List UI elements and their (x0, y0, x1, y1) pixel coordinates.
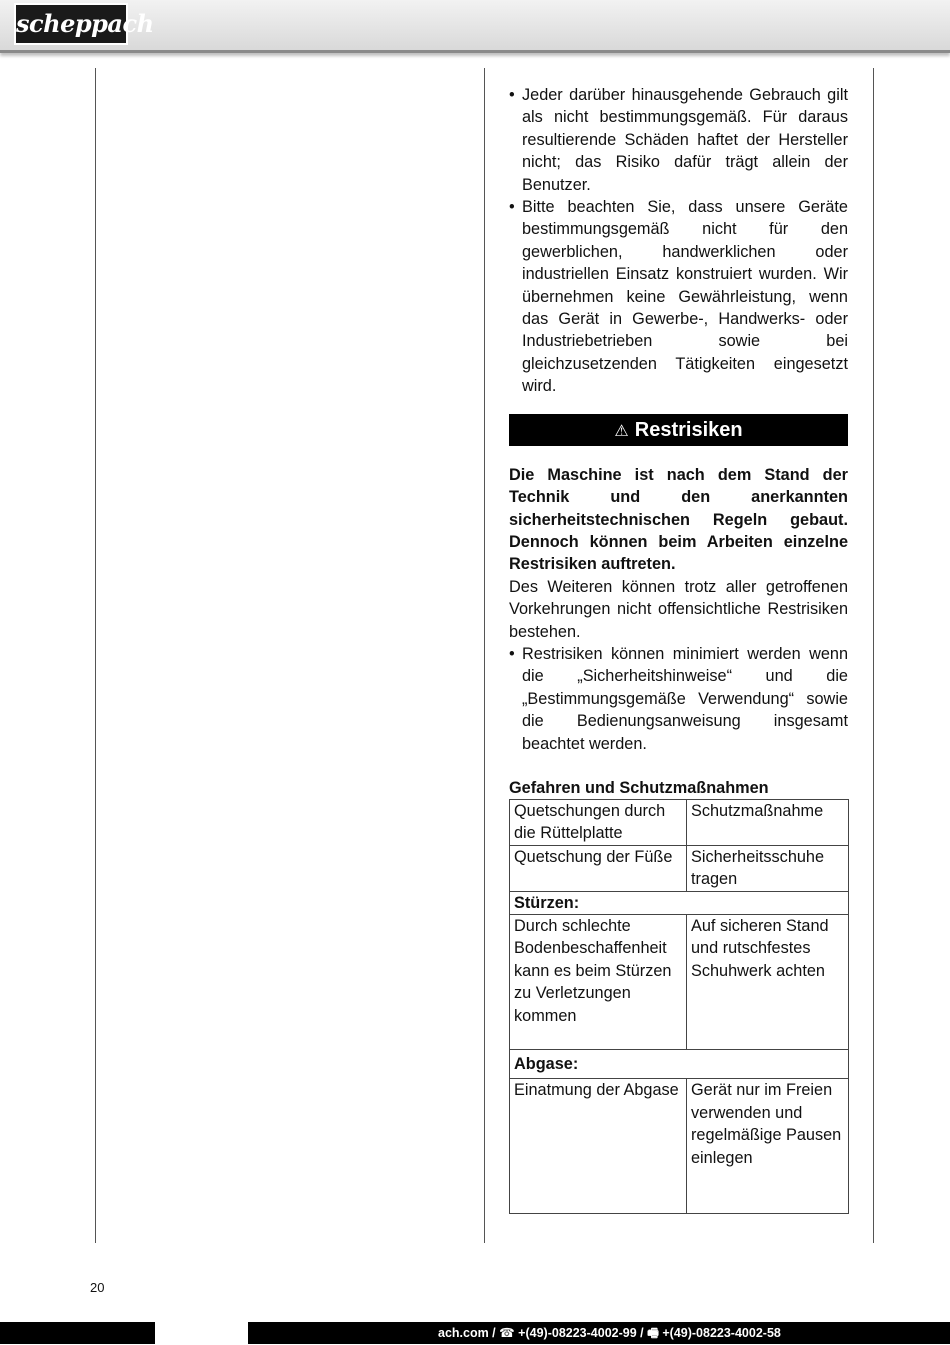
restrisiken-bullet: • Restrisiken können minimiert werden wenn die „Sicherheitshinweise“ und die „Bestimmungsgemäße Verwendung“ sowie die Bedienungsanweisung insgesamt beachtet werden. (509, 643, 848, 755)
table-cell: Quetschung der Füße (510, 845, 687, 891)
table-cell: Auf sicheren Stand und rutschfestes Schuhwerk achten (687, 915, 849, 1050)
category-cell-abgase: Abgase: (510, 1050, 849, 1079)
page-footer (0, 1322, 950, 1344)
page-number: 20 (90, 1280, 105, 1295)
scheppach-logo: scheppach (14, 3, 128, 45)
table-cell: Sicherheitsschuhe tragen (687, 845, 849, 891)
table-cell: Einatmung der Abgase (510, 1079, 687, 1214)
restrisiken-heading (509, 414, 848, 446)
warning-triangle-icon: ⚠ (614, 422, 629, 440)
table-row (510, 1050, 849, 1079)
table-row (510, 915, 849, 1050)
column-rule-left (95, 68, 96, 1243)
restrisiken-title: Restrisiken (634, 418, 743, 441)
table-row (510, 1079, 849, 1214)
restrisiken-bold-text: Die Maschine ist nach dem Stand der Technik und den anerkannten sicherheitstechnischen Regeln gebaut. Dennoch können beim Arbeiten einzelne Restrisiken auftreten. (509, 465, 848, 574)
restrisiken-text: Des Weiteren können trotz aller getroffenen Vorkehrungen nicht offensichtliche Restrisiken bestehen. (509, 577, 848, 641)
column-rule-right (873, 68, 874, 1243)
hazards-title: Gefahren und Schutzmaßnahmen (509, 778, 769, 797)
table-cell: Gerät nur im Freien verwenden und regelmäßige Pausen einlegen (687, 1079, 849, 1214)
table-cell: Durch schlechte Bodenbeschaffenheit kann es beim Stürzen zu Verletzungen kommen (510, 915, 687, 1050)
page-header (0, 0, 950, 53)
table-row (510, 799, 849, 845)
footer-gap (155, 1322, 248, 1344)
footer-contact: ach.com / ☎ +(49)-08223-4002-99 / 🖷 +(49)-08223-4002-58 (438, 1326, 781, 1340)
table-row (510, 845, 849, 891)
table-cell: Schutzmaßnahme (687, 799, 849, 845)
hazards-table (509, 799, 849, 1214)
column-rule-middle (484, 68, 485, 1243)
category-cell-stuerzen: Stürzen: (510, 891, 849, 914)
table-row (510, 891, 849, 914)
table-cell: Quetschungen durch die Rüttelplatte (510, 799, 687, 845)
right-column (509, 84, 848, 1214)
intro-bullet: • Bitte beachten Sie, dass unsere Geräte bestimmungsgemäß nicht für den gewerblichen, handwerklichen oder industriellen Einsatz konstruiert wurden. Wir übernehmen keine Gewährleistung, wenn das Gerät in Gewerbe-, Handwerks- oder Industriebetrieben sowie bei gleichzusetzenden Tätigkeiten eingesetzt wird. (509, 196, 848, 398)
intro-bullet: • Jeder darüber hinausgehende Gebrauch gilt als nicht bestimmungsgemäß. Für daraus resultierende Schäden haftet der Hersteller nicht; das Risiko dafür trägt allein der Benutzer. (509, 84, 848, 196)
